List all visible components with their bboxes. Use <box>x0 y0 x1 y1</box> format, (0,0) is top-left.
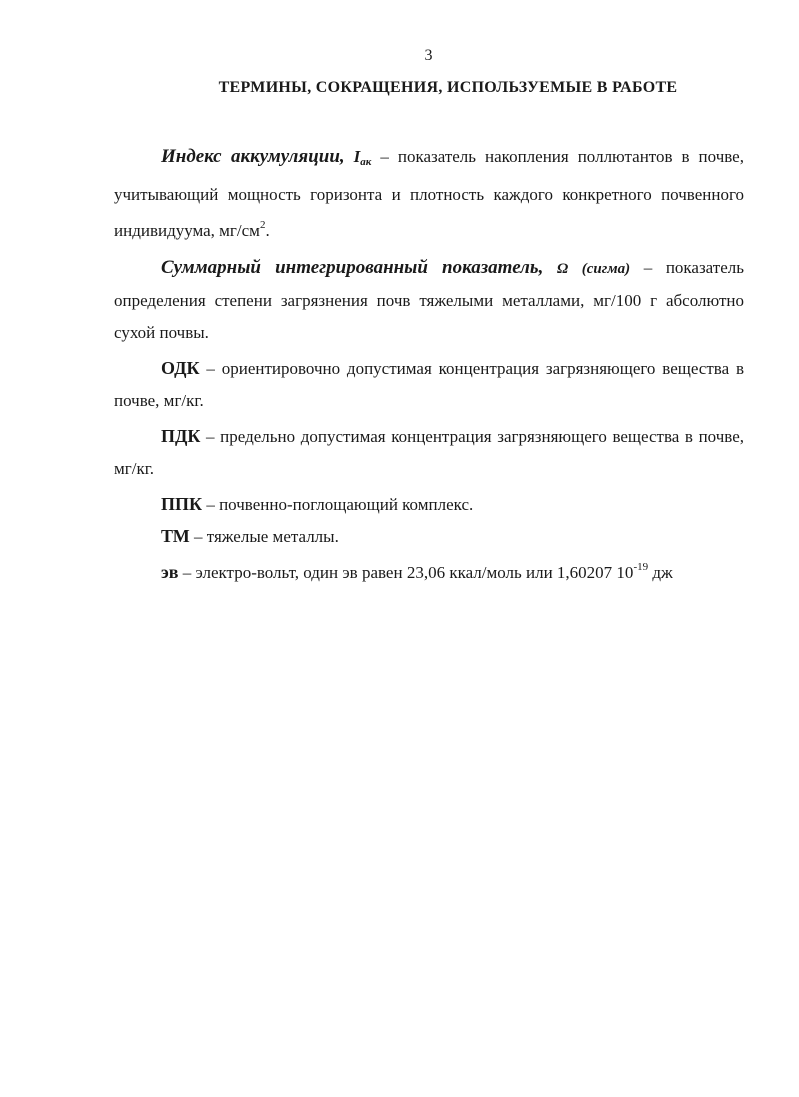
term-symbol: I <box>353 147 361 166</box>
definition-end: . <box>265 221 270 240</box>
definition-superscript: 2 <box>259 219 266 231</box>
definition-end: дж <box>648 563 673 582</box>
page-number: 3 <box>424 47 433 64</box>
term-name: эв <box>161 562 179 582</box>
term-definition: – тяжелые металлы. <box>189 526 339 546</box>
term-pdk <box>114 421 744 484</box>
term-definition: – электро-вольт, один эв равен 23,06 ккал/моль или 1,60207 10 <box>178 563 634 582</box>
term-tm <box>114 521 744 553</box>
page-title: ТЕРМИНЫ, СОКРАЩЕНИЯ, ИСПОЛЬЗУЕМЫЕ В РАБОТЕ <box>218 79 678 96</box>
term-accumulation-index <box>114 141 744 247</box>
term-odk <box>114 353 744 416</box>
term-name: Суммарный интегрированный показатель, <box>161 256 544 278</box>
term-symbol-subscript: ак <box>360 156 372 168</box>
term-definition: – показатель определения степени загрязнения почв тяжелыми металлами, мг/100 г абсолютно сухой почвы. <box>114 257 744 342</box>
term-symbol-note: (сигма) <box>581 260 631 277</box>
term-name: Индекс аккумуляции, <box>161 146 345 167</box>
term-definition: – предельно допустимая концентрация загрязняющего вещества в почве, мг/кг. <box>114 427 744 478</box>
term-definition: – ориентировочно допустимая концентрация загрязняющего вещества в почве, мг/кг. <box>114 359 744 410</box>
term-summary-index <box>114 252 744 349</box>
term-ppk <box>114 489 744 521</box>
term-definition: – показатель накопления поллютантов в почве, учитывающий мощность горизонта и плотность каждого конкретного почвенного индивидуума, мг/см <box>114 147 744 240</box>
terms-list <box>114 141 744 589</box>
term-name: ТМ <box>161 525 190 546</box>
definition-superscript: -19 <box>633 561 649 573</box>
term-ev <box>114 552 744 589</box>
term-name: ПДК <box>161 426 201 446</box>
term-name: ОДК <box>161 358 200 378</box>
term-definition: – почвенно-поглощающий комплекс. <box>202 495 474 514</box>
term-symbol: Ω <box>556 260 569 277</box>
term-name: ППК <box>161 494 203 514</box>
